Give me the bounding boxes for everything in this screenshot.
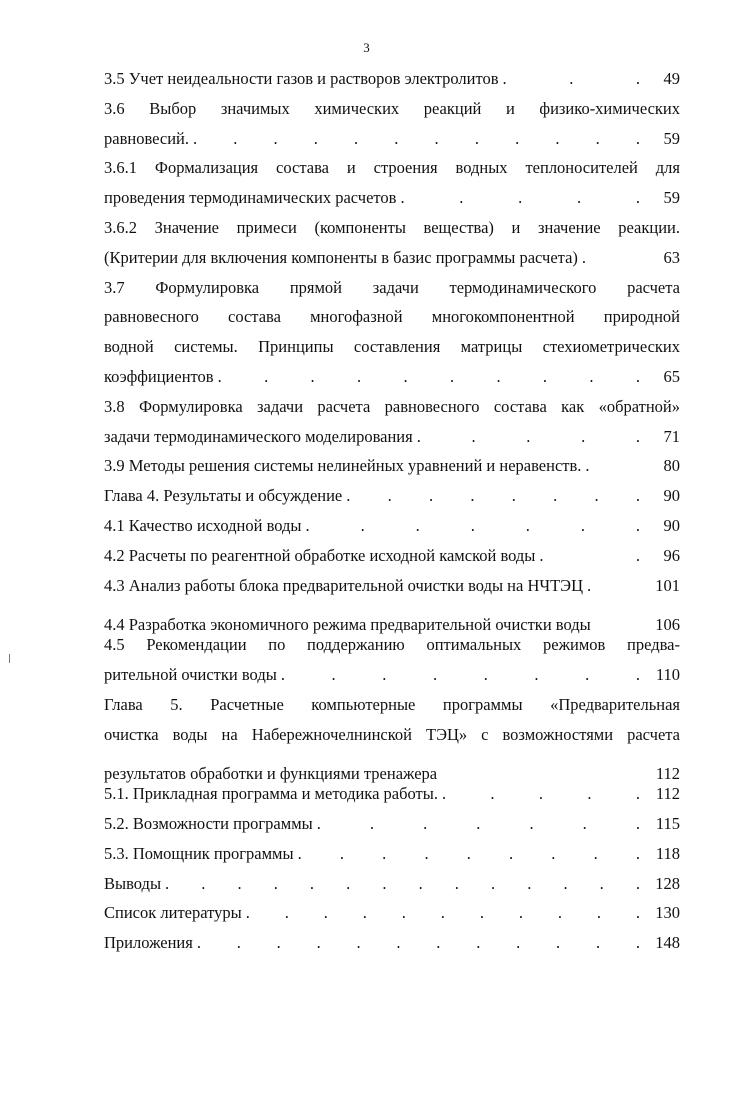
toc-entry-text-line: 3.6 Выбор значимых химических реакций и физико-химических [104, 98, 680, 118]
toc-entry-text-line: 3.8 Формулировка задачи расчета равновесного состава как «обратной» [104, 396, 680, 416]
dot-leader: . . . . . . . . . [297, 843, 640, 863]
toc-entry-ch4 [104, 481, 680, 511]
toc-entry-text-line: 4.5 Рекомендации по поддержанию оптимальных режимов предва- [104, 635, 680, 655]
toc-entry-final-line [104, 660, 680, 690]
toc-entry-4-1 [104, 511, 680, 541]
toc-page-number: 59 [663, 188, 680, 208]
toc-entry-references [104, 898, 680, 928]
toc-entry-title: проведения термодинамических расчетов [104, 188, 397, 208]
toc-page-number: 96 [663, 545, 680, 565]
dot-leader: . . . [502, 69, 640, 88]
dot-leader: . [586, 575, 592, 595]
toc-entry-title: 3.5 Учет неидеальности газов и растворов электролитов [104, 69, 499, 88]
dot-leader: . . . . . [441, 784, 640, 804]
toc-entry-final-line [104, 183, 680, 213]
toc-entry-final-line [104, 451, 680, 481]
toc-entry-text-line: очистка воды на Набережночелнинской ТЭЦ» с возможностями расчета [104, 724, 680, 744]
toc-entry-title: Глава 4. Результаты и обсуждение [104, 486, 343, 506]
dot-leader: . . [539, 545, 640, 565]
toc-entry-final-line [104, 362, 680, 392]
toc-entry-title: результатов обработки и функциями тренажера [104, 764, 438, 784]
toc-page-number: 90 [663, 486, 680, 506]
toc-entry-text-line: Глава 5. Расчетные компьютерные программы «Предварительная [104, 694, 680, 714]
toc-page-number: 112 [655, 784, 680, 804]
toc-entry-final-line [104, 600, 680, 635]
toc-entry-5-2 [104, 809, 680, 839]
toc-entry-4-4 [104, 600, 680, 635]
toc-entry-text-line: 3.7 Формулировка прямой задачи термодинамического расчета [104, 277, 680, 297]
toc-entry-title: рительной очистки воды [104, 664, 277, 684]
toc-entry-title: равновесий. [104, 128, 189, 148]
dot-leader: . . . . . . . [316, 813, 640, 833]
toc-entry-5-1 [104, 779, 680, 809]
toc-entry-title: (Критерии для включения компоненты в базис программы расчета) [104, 247, 578, 267]
toc-entry-final-line [104, 64, 680, 94]
toc-entry-text-line: равновесного состава многофазной многокомпонентной природной [104, 307, 680, 327]
page-number: 3 [363, 40, 370, 55]
toc-page-number: 110 [655, 664, 680, 684]
toc-page-number: 130 [655, 903, 680, 923]
toc-entry-final-line [104, 809, 680, 839]
toc-entry-final-line [104, 511, 680, 541]
toc-page-number: 128 [655, 873, 680, 893]
toc-entry-appendices [104, 928, 680, 958]
table-of-contents [104, 64, 680, 958]
toc-entry-final-line [104, 243, 680, 273]
dot-leader: . . . . . . . . . . [217, 366, 640, 386]
toc-entry-title: коэффициентов [104, 366, 214, 386]
toc-entry-title: 4.1 Качество исходной воды [104, 515, 302, 535]
toc-entry-final-line [104, 749, 680, 784]
toc-entry-final-line [104, 124, 680, 154]
toc-entry-title: 4.3 Анализ работы блока предварительной очистки воды на НЧТЭЦ [104, 575, 583, 595]
dot-leader [437, 749, 646, 779]
toc-page-number: 112 [655, 764, 680, 784]
toc-entry-title: 4.4 Разработка экономичного режима предварительной очистки воды [104, 615, 591, 635]
toc-page-number: 63 [663, 247, 680, 267]
dot-leader: . . . . . . . . . . . . [192, 128, 640, 148]
toc-page-number: 101 [655, 575, 680, 595]
toc-entry-final-line [104, 422, 680, 452]
toc-entry-5-3 [104, 839, 680, 869]
toc-page-number: 71 [663, 426, 680, 446]
toc-entry-3-9 [104, 451, 680, 481]
toc-entry-4-5 [104, 630, 680, 690]
toc-entry-title: Выводы [104, 873, 162, 893]
toc-entry-text-line: 3.6.2 Значение примеси (компоненты вещества) и значение реакции. [104, 217, 680, 237]
dot-leader: . . . . . [400, 188, 640, 208]
dot-leader: . . . . . . . . [346, 486, 640, 506]
toc-entry-final-line [104, 779, 680, 809]
toc-entry-title: Приложения [104, 933, 193, 953]
toc-page-number: 90 [663, 515, 680, 535]
toc-page-number: 49 [663, 69, 680, 88]
toc-entry-4-2 [104, 541, 680, 571]
dot-leader: . . . . . . . . . . . . . . [165, 873, 640, 893]
toc-entry-title: 5.1. Прикладная программа и методика работы. [104, 784, 438, 804]
toc-page-number: 65 [663, 366, 680, 386]
dot-leader: . . . . . . . . [280, 664, 640, 684]
toc-page-number: 59 [663, 128, 680, 148]
toc-entry-title: 5.3. Помощник программы [104, 843, 294, 863]
toc-entry-3-8 [104, 392, 680, 452]
dot-leader: . . . . . [416, 426, 640, 446]
toc-entry-title: 4.2 Расчеты по реагентной обработке исходной камской воды [104, 545, 536, 565]
dot-leader: . . . . . . . . . . . [245, 903, 640, 923]
toc-entry-final-line [104, 571, 680, 601]
toc-entry-3-6-1 [104, 153, 680, 213]
dot-leader: . . . . . . . [305, 515, 640, 535]
toc-entry-final-line [104, 541, 680, 571]
toc-entry-final-line [104, 869, 680, 899]
toc-entry-text-line: 3.6.1 Формализация состава и строения водных теплоносителей для [104, 158, 680, 178]
dot-leader [591, 600, 646, 630]
toc-page-number: 80 [663, 456, 680, 476]
toc-entry-4-3 [104, 571, 680, 601]
dot-leader: . . . . . . . . . . . . [196, 933, 640, 953]
toc-entry-3-6 [104, 94, 680, 154]
toc-page-number: 106 [655, 615, 680, 635]
dot-leader: . [585, 456, 590, 476]
toc-entry-title: 5.2. Возможности программы [104, 813, 313, 833]
dot-leader: . [581, 247, 587, 267]
toc-entry-3-6-2 [104, 213, 680, 273]
toc-entry-title: Список литературы [104, 903, 242, 923]
toc-entry-conclusions [104, 869, 680, 899]
toc-entry-final-line [104, 839, 680, 869]
toc-entry-text-line: водной системы. Принципы составления матрицы стехиометрических [104, 337, 680, 357]
toc-entry-ch5 [104, 690, 680, 784]
scan-mark [9, 654, 10, 663]
toc-entry-3-5 [104, 64, 680, 94]
toc-entry-title: задачи термодинамического моделирования [104, 426, 413, 446]
toc-entry-title: 3.9 Методы решения системы нелинейных уравнений и неравенств. [104, 456, 582, 476]
toc-page-number: 118 [655, 843, 680, 863]
toc-entry-3-7 [104, 273, 680, 392]
toc-entry-final-line [104, 898, 680, 928]
toc-page-number: 115 [655, 813, 680, 833]
toc-entry-final-line [104, 928, 680, 958]
toc-page-number: 148 [655, 933, 680, 953]
toc-entry-final-line [104, 481, 680, 511]
